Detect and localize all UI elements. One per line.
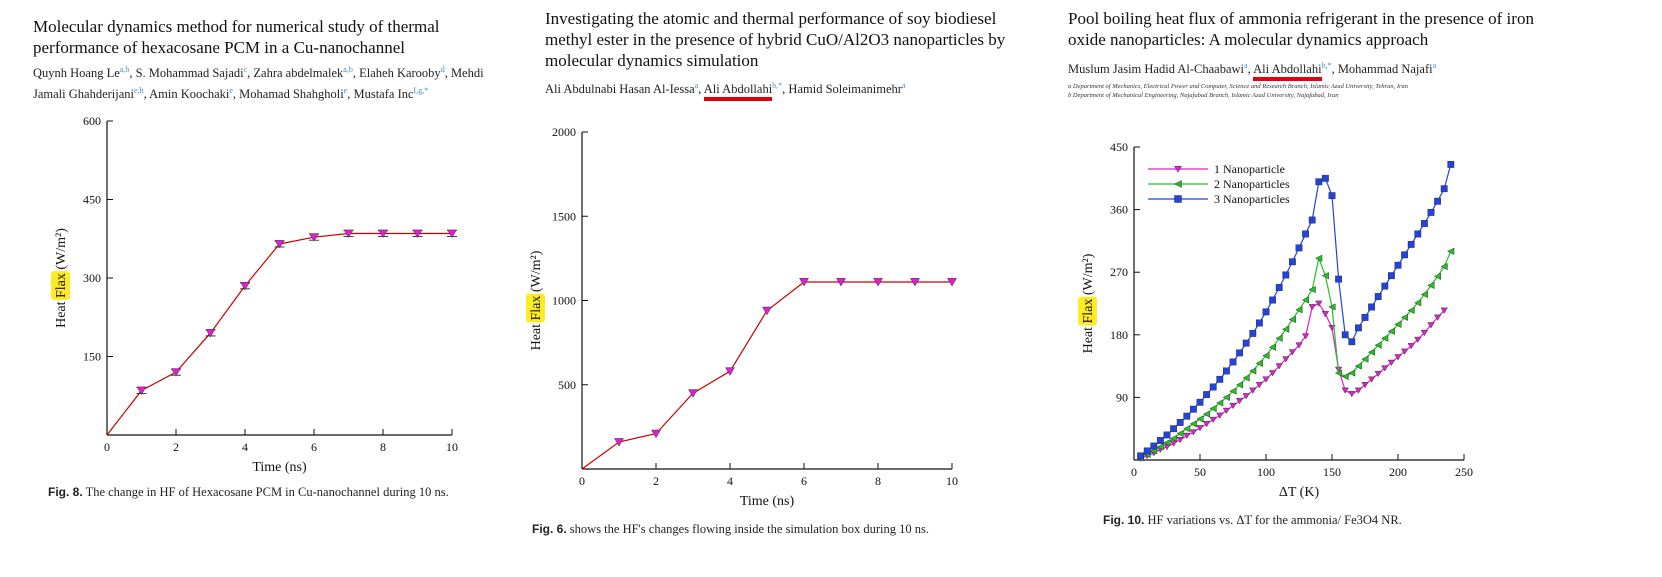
x-tick-label: 4 — [242, 440, 248, 454]
author: Zahra abdelmalek — [253, 66, 344, 81]
paper-title: Pool boiling heat flux of ammonia refrigerant in the presence of iron oxide nanoparticles: A molecular dynamics approach — [1068, 9, 1534, 49]
y-tick-label: 180 — [1110, 327, 1128, 342]
y-tick-label: 1500 — [552, 209, 576, 224]
data-point-marker — [1316, 179, 1322, 185]
y-tick-label: 90 — [1116, 390, 1128, 405]
author: Elaheh Karooby — [359, 66, 441, 81]
x-axis-label: ΔT (K) — [1278, 485, 1320, 500]
data-point-marker — [1157, 437, 1163, 443]
data-point-marker — [1243, 340, 1249, 346]
data-point-marker — [1342, 373, 1348, 379]
author-affil: a — [901, 81, 906, 90]
data-point-marker — [1368, 304, 1374, 310]
legend-label: 1 Nanoparticle — [1214, 162, 1285, 176]
x-tick-label: 6 — [311, 440, 317, 454]
data-point-marker — [1342, 332, 1348, 338]
data-point-marker — [1375, 293, 1381, 299]
series-group — [582, 278, 957, 469]
data-point-marker — [1309, 304, 1315, 309]
y-tick-label: 2000 — [552, 125, 576, 139]
y-tick-label: 270 — [1110, 265, 1128, 280]
data-point-marker — [1223, 368, 1229, 374]
y-axis-label-group — [1078, 253, 1097, 353]
data-point-marker — [1388, 272, 1394, 278]
author-affil: e,h — [134, 86, 144, 96]
author: Mohamad Shahgholi — [239, 87, 344, 102]
paper-title: Investigating the atomic and thermal performance of soy biodiesel methyl ester in the presence of hybrid CuO/Al2O3 nanoparticles by molecular dynamics simulation — [545, 9, 1006, 70]
data-point-marker — [1217, 376, 1223, 382]
caption-label: Fig. 10. — [1103, 513, 1145, 527]
data-point-marker — [1170, 441, 1176, 446]
caption-text: The change in HF of Hexacosane PCM in Cu-nanochannel during 10 ns. — [85, 485, 449, 499]
data-point-marker — [1170, 426, 1176, 432]
author-list: Ali Abdulnabi Hasan Al-Iessa$^a$, Ali Abdollahi$^{b,*}$, Hamid Soleimanimehr$^a$ — [545, 77, 1015, 98]
y-axis-label: Heat Flax (W/m²) — [529, 250, 544, 351]
x-tick-label: 0 — [1131, 465, 1137, 479]
data-point-marker — [1256, 320, 1262, 326]
y-tick-label: 450 — [83, 192, 101, 207]
data-point-marker — [1342, 388, 1348, 393]
y-tick-label: 300 — [83, 271, 101, 285]
data-point-marker — [1276, 284, 1282, 290]
x-tick-label: 10 — [946, 474, 958, 488]
data-point-marker — [1322, 311, 1328, 316]
x-tick-label: 100 — [1257, 465, 1275, 479]
legend-label: 3 Nanoparticles — [1214, 192, 1290, 206]
data-point-marker — [763, 307, 772, 315]
caption-text: shows the HF's changes flowing inside the simulation box during 10 ns. — [569, 522, 929, 536]
x-tick-label: 2 — [653, 474, 659, 488]
data-point-marker — [1250, 330, 1256, 336]
paper-panel-3 — [1068, 0, 1662, 577]
series-group — [1137, 248, 1454, 461]
data-point-marker — [1283, 272, 1289, 278]
author-affil: a,b — [343, 65, 353, 74]
data-point-marker — [1349, 370, 1355, 376]
y-tick-label: 150 — [83, 349, 101, 364]
author-affil: d — [440, 65, 445, 74]
author-affil: b,* — [1321, 61, 1332, 70]
series-line — [107, 234, 452, 435]
x-tick-label: 50 — [1194, 465, 1206, 479]
author-affil: a,b — [119, 65, 130, 74]
x-tick-label: 6 — [801, 474, 807, 488]
data-point-marker — [1434, 198, 1440, 204]
y-axis-label: Heat Flax (W/m²) — [1081, 253, 1096, 354]
author-highlighted: Ali Abdollahi — [1253, 62, 1321, 81]
author: Ali Abdulnabi Hasan Al-Iessa — [545, 82, 695, 97]
author-list: Quynh Hoang Le$^{a,b}$, S. Mohammad Sajadi$^c$, Zahra abdelmalek$^{a,b}$, Elaheh Karooby$^d$, Mehdi Jamali Ghahderijani$^{e,h}$, Amin Koochaki$^e$, Mohamad Shahgholi$^e$, Mustafa Inc$^{f,g,*}$ — [33, 65, 484, 102]
data-point-marker — [1415, 231, 1421, 237]
figure-caption — [532, 522, 929, 537]
data-point-marker — [1230, 359, 1236, 365]
data-point-marker — [1329, 192, 1335, 198]
data-point-marker — [1190, 430, 1196, 435]
author-list: Muslum Jasim Hadid Al-Chaabawi$^a$, Ali Abdollahi$^{b,*}$, Mohammad Najafi$^a$ — [1068, 57, 1548, 78]
data-point-marker — [1448, 248, 1454, 254]
author: Mustafa Inc — [353, 87, 414, 102]
data-point-marker — [1448, 161, 1454, 167]
data-point-marker — [1137, 453, 1143, 459]
y-tick-label: 1000 — [552, 293, 576, 308]
figure-caption — [48, 485, 449, 500]
x-tick-label: 4 — [727, 474, 733, 488]
data-point-marker — [1421, 220, 1427, 226]
data-point-marker — [1177, 437, 1183, 442]
caption-label: Fig. 6. — [532, 522, 567, 536]
author: Hamid Soleimanimehr — [788, 82, 902, 97]
figure-caption — [1103, 513, 1402, 528]
data-point-marker — [1175, 196, 1182, 203]
x-tick-label: 250 — [1455, 465, 1473, 479]
data-point-marker — [1355, 388, 1361, 393]
y-axis-label: Heat Flax (W/m²) — [54, 228, 69, 328]
x-tick-label: 150 — [1323, 465, 1341, 479]
data-point-marker — [1349, 391, 1355, 396]
x-tick-label: 8 — [380, 440, 386, 454]
data-point-marker — [1184, 413, 1190, 419]
author-affil: a — [694, 81, 699, 90]
y-tick-label: 600 — [83, 114, 101, 128]
data-point-marker — [1355, 325, 1361, 331]
author-affil: c — [243, 65, 248, 74]
author: Quynh Hoang Le — [33, 66, 120, 81]
y-tick-label: 450 — [1110, 140, 1128, 154]
x-tick-label: 0 — [104, 440, 110, 454]
y-tick-label: 500 — [558, 377, 576, 392]
data-point-marker — [1395, 262, 1401, 268]
data-point-marker — [1203, 391, 1209, 397]
data-point-marker — [1316, 301, 1322, 306]
x-tick-label: 8 — [875, 474, 881, 488]
data-point-marker — [1263, 309, 1269, 315]
chart-heat-flux-deltat — [1081, 0, 1662, 577]
data-point-marker — [1382, 283, 1388, 289]
paper-panel-2 — [529, 0, 1120, 577]
data-point-marker — [726, 368, 735, 376]
data-point-marker — [1428, 209, 1434, 215]
author-highlighted: Ali Abdollahi — [704, 82, 772, 101]
series-line — [1141, 164, 1451, 455]
data-point-marker — [1349, 339, 1355, 345]
data-point-marker — [1302, 231, 1308, 237]
data-point-marker — [1322, 175, 1328, 181]
x-tick-label: 2 — [173, 440, 179, 454]
author: Amin Koochaki — [149, 87, 230, 102]
x-tick-label: 10 — [446, 440, 458, 454]
author-affil: a — [1432, 61, 1437, 70]
author-affil: b,* — [772, 81, 783, 90]
author-affil: e — [229, 86, 233, 96]
author-affil: a — [1244, 61, 1248, 70]
data-point-marker — [1151, 443, 1157, 449]
affiliation-line: b Department of Mechanical Engineering, Najafabad Branch, Islamic Azad University, Najafabad, Iran — [1068, 92, 1339, 99]
legend — [1148, 162, 1290, 206]
data-point-marker — [1269, 297, 1275, 303]
data-point-marker — [1144, 448, 1150, 454]
author: Muslum Jasim Hadid Al-Chaabawi — [1068, 62, 1245, 77]
paper-title: Molecular dynamics method for numerical study of thermal performance of hexacosane PCM in a Cu-nanochannel — [33, 17, 440, 57]
author-affil: f,g,* — [413, 86, 429, 96]
data-point-marker — [1175, 181, 1182, 188]
y-axis-label-group — [526, 250, 545, 350]
caption-label: Fig. 8. — [48, 485, 83, 499]
data-point-marker — [1309, 217, 1315, 223]
data-point-marker — [1197, 399, 1203, 405]
data-point-marker — [1236, 350, 1242, 356]
x-tick-label: 200 — [1389, 465, 1407, 479]
data-point-marker — [1164, 432, 1170, 438]
affiliation-line: a Department of Mechanics, Electrical Power and Computer, Science and Research Branch, Islamic Azad University, Tehran, Iran — [1068, 83, 1409, 90]
paper-panel-1 — [0, 0, 560, 577]
data-point-marker — [1401, 252, 1407, 258]
data-point-marker — [1190, 406, 1196, 412]
data-point-marker — [1289, 259, 1295, 265]
data-point-marker — [1177, 419, 1183, 425]
author: Mehdi Jamali Ghahderijani — [33, 66, 484, 102]
series-group — [107, 230, 457, 435]
series-group — [1137, 161, 1454, 459]
data-point-marker — [1362, 314, 1368, 320]
y-tick-label: 360 — [1110, 202, 1128, 217]
author-affil: e — [343, 86, 348, 96]
legend-label: 2 Nanoparticles — [1214, 177, 1290, 191]
author: S. Mohammad Sajadi — [135, 66, 244, 81]
author: Mohammad Najafi — [1337, 62, 1433, 77]
data-point-marker — [1296, 245, 1302, 251]
data-point-marker — [1441, 186, 1447, 192]
caption-text: HF variations vs. ΔT for the ammonia/ Fe3O4 NR. — [1147, 513, 1402, 527]
x-axis-label: Time (ns) — [252, 460, 307, 475]
x-tick-label: 0 — [579, 474, 585, 488]
data-point-marker — [1210, 384, 1216, 390]
data-point-marker — [1408, 241, 1414, 247]
data-point-marker — [1335, 276, 1341, 282]
x-axis-label: Time (ns) — [739, 494, 795, 509]
y-axis-label-group — [51, 228, 70, 328]
